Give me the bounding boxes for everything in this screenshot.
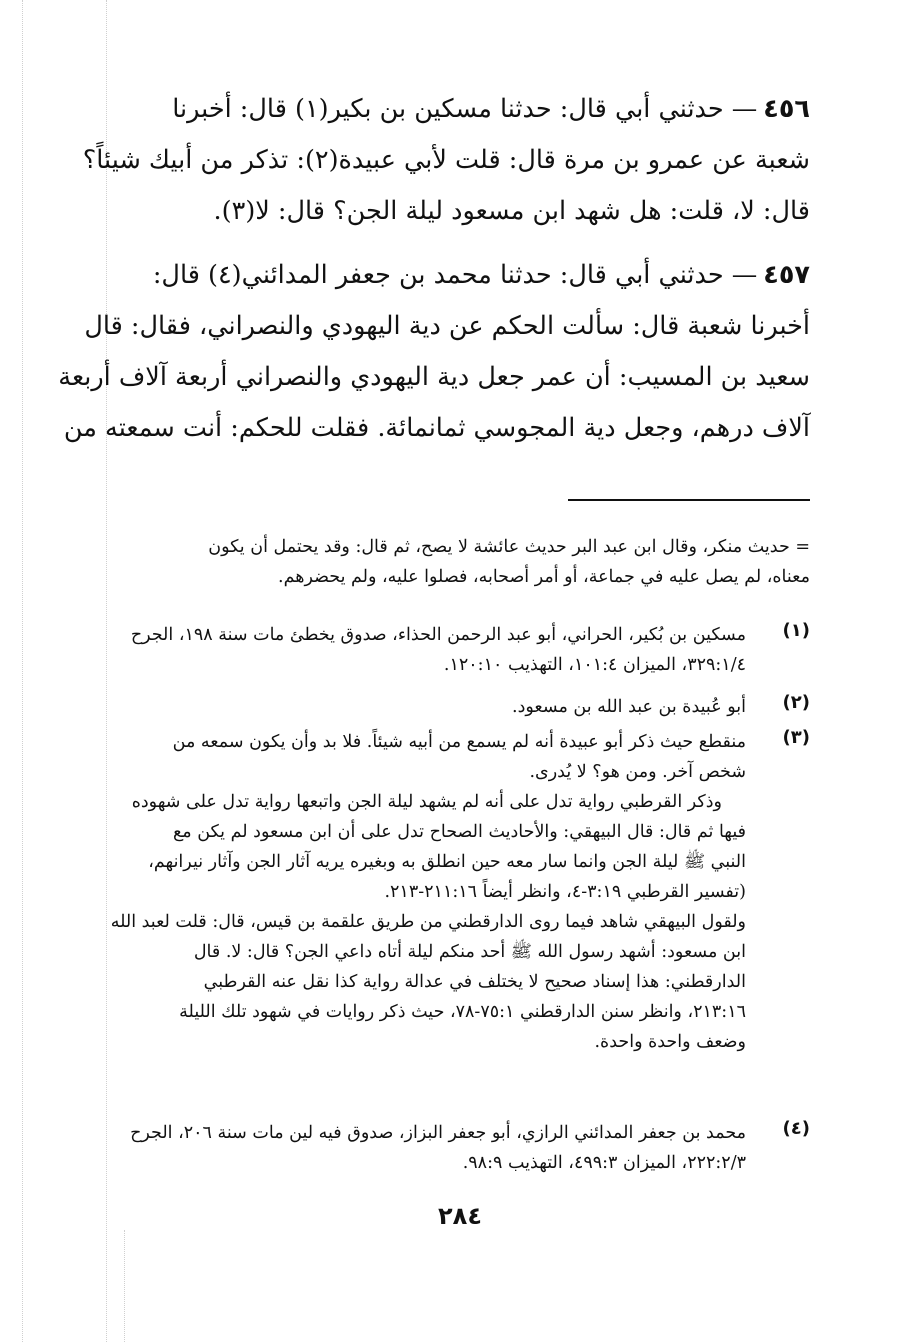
footnote-line: ابن مسعود: أشهد رسول الله ﷺ أحد منكم ليلة أتاه داعي الجن؟ قال: لا. قال [193, 942, 746, 962]
footnote-line: أبو عُبيدة بن عبد الله بن مسعود. [512, 697, 746, 717]
footnote-body [110, 620, 746, 680]
footnote-continuation [110, 532, 810, 592]
hadith-line: قال: لا، قلت: هل شهد ابن مسعود ليلة الجن؟ قال: لا(٣). [213, 196, 810, 226]
hadith-line [110, 250, 810, 301]
footnote-3 [110, 727, 810, 1057]
hadith-text: — حدثني أبي قال: حدثنا محمد بن جعفر المدائني(٤) قال: [152, 260, 758, 290]
hadith-line: أخبرنا شعبة قال: سألت الحكم عن دية اليهودي والنصراني، فقال: قال [84, 311, 810, 341]
scan-guide-line [106, 0, 107, 1342]
footnote-line: ولقول البيهقي شاهد فيما روى الدارقطني من طريق علقمة بن قيس، قال: قلت لعبد الله [110, 912, 746, 932]
footnote-line: ٣٢٩:١/٤، الميزان ١٠١:٤، التهذيب ١٢٠:١٠. [443, 655, 746, 675]
hadith-number: ٤٥٦ [763, 94, 810, 124]
footnote-marker: (٢) [782, 692, 810, 713]
footnote-marker: (٣) [782, 727, 810, 748]
footnote-2 [110, 692, 810, 722]
footnote-body [110, 1118, 746, 1178]
footnote-body [110, 692, 746, 722]
hadith-number: ٤٥٧ [763, 260, 810, 290]
scan-guide-line [124, 1230, 125, 1342]
footnote-line: شخص آخر. ومن هو؟ لا يُدرى. [529, 762, 746, 782]
scan-guide-line [22, 0, 23, 1342]
footnote-line: وذكر القرطبي رواية تدل على أنه لم يشهد ليلة الجن واتبعها رواية تدل على شهوده [131, 792, 722, 812]
footnote-line: ٢١٣:١٦، وانظر سنن الدارقطني ٧٥:١-٧٨، حيث ذكر روايات في شهود تلك الليلة [179, 1002, 746, 1022]
footnote-marker: (٤) [782, 1118, 810, 1139]
footnote-separator [568, 499, 810, 501]
footnote-line: (تفسير القرطبي ٣:١٩-٤، وانظر أيضاً ٢١١:١٦-٢١٣. [384, 882, 746, 902]
page-number: ٢٨٤ [438, 1202, 482, 1230]
hadith-line: شعبة عن عمرو بن مرة قال: قلت لأبي عبيدة(٢): تذكر من أبيك شيئاً؟ [82, 145, 810, 175]
hadith-457 [58, 250, 810, 454]
hadith-456 [82, 84, 810, 237]
footnote-marker: (١) [782, 620, 810, 641]
footnote-line: ٢٢٢:٢/٣، الميزان ٤٩٩:٣، التهذيب ٩٨:٩. [462, 1153, 746, 1173]
footnote-1 [110, 620, 810, 680]
hadith-text: — حدثني أبي قال: حدثنا مسكين بن بكير(١) قال: أخبرنا [172, 94, 758, 124]
footnote-line: فيها ثم قال: قال البيهقي: والأحاديث الصحاح تدل على أن ابن مسعود لم يكن مع [172, 822, 746, 842]
footnote-line: = حديث منكر، وقال ابن عبد البر حديث عائشة لا يصح، ثم قال: وقد يحتمل أن يكون [208, 537, 810, 557]
footnote-line: مسكين بن بُكير، الحراني، أبو عبد الرحمن الحذاء، صدوق يخطئ مات سنة ١٩٨، الجرح [130, 625, 746, 645]
footnote-line: معناه، لم يصل عليه في جماعة، أو أمر أصحابه، فصلوا عليه، ولم يحضرهم. [278, 567, 810, 587]
footnote-line: وضعف واحدة واحدة. [594, 1032, 746, 1052]
footnote-line: النبي ﷺ ليلة الجن وانما سار معه حين انطلق به وبغيره يريه آثار الجن وآثار نيرانهم، [148, 852, 746, 872]
hadith-line: سعيد بن المسيب: أن عمر جعل دية اليهودي والنصراني أربعة آلاف أربعة [58, 362, 810, 392]
hadith-line [110, 84, 810, 135]
footnote-line: منقطع حيث ذكر أبو عبيدة أنه لم يسمع من أبيه شيئاً. فلا بد وأن يكون سمعه من [172, 732, 746, 752]
footnote-body [110, 727, 746, 1057]
footnote-4 [110, 1118, 810, 1178]
hadith-line: آلاف درهم، وجعل دية المجوسي ثمانمائة. فقلت للحكم: أنت سمعته من [63, 413, 810, 443]
footnote-line: محمد بن جعفر المدائني الرازي، أبو جعفر البزاز، صدوق فيه لين مات سنة ٢٠٦، الجرح [130, 1123, 746, 1143]
footnote-line: الدارقطني: هذا إسناد صحيح لا يختلف في عدالة رواية كذا نقل عنه القرطبي [203, 972, 746, 992]
